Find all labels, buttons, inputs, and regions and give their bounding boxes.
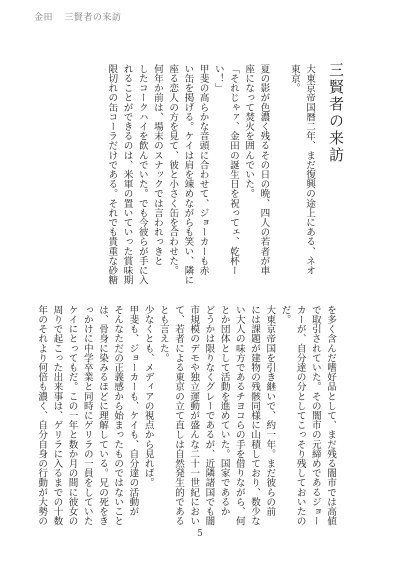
text-line: 「それじゃァ、金田の誕生日を祝ってェ、乾杯ー — [227, 64, 239, 276]
text-line: で取引されていた。その闇市の元締めであるジョー — [309, 305, 321, 526]
header-author: 金田 — [34, 13, 54, 23]
text-line: そんなただの正義感から始まったものではないこと — [112, 305, 124, 526]
text-line: い大人の味方であるチヨコらの手を借りながら、何 — [233, 305, 245, 526]
text-line: とか団体として活動を進めていた。国家であるか — [218, 305, 230, 517]
text-line: どうかは限りなくグレーであるが、近隣諸国でも闇 — [203, 305, 215, 526]
text-line: 座になって焚火を囲んでいた。 — [243, 64, 255, 199]
text-line: を多く含んだ嗜好品として、まだ残る闇市では高値 — [325, 305, 337, 526]
text-line: 少なくとも、メディアの視点から見れば。 — [142, 305, 154, 488]
text-line: て、若者による東京の立て直しは自然発生的である — [173, 305, 185, 526]
text-line: ケイにとってもだ。この一年と数か月の間に彼女の — [66, 305, 78, 526]
header-work-title: 三賢者の来訪 — [64, 13, 122, 23]
chapter-title: 三賢者の来訪 — [327, 62, 345, 164]
text-line: れることができるのは、米軍の置いていった賞味期 — [121, 64, 133, 285]
lower-text-block — [34, 305, 338, 526]
text-line: 限切れの缶コーラだけである。それでも貴重な砂糖 — [106, 64, 118, 285]
text-line: 甲斐の高らかな音頭に合わせて、ジョーカーも赤 — [197, 64, 209, 276]
text-line: い！」 — [212, 64, 224, 93]
text-line: 甲斐も、ジョーカーも、ケイも、自分達の活動が — [127, 305, 139, 517]
text-line: い缶を掲げる。ケイは肩を竦めながらも笑い、隣に — [182, 64, 194, 285]
text-line: だ。 — [279, 305, 291, 325]
text-line: 東京。 — [288, 64, 300, 93]
text-line: 年のそれより何倍も濃く、自分自身の行動が大勢の — [36, 305, 48, 526]
text-line: っかけに中学卒業と同時にゲリラの一員をしていた — [81, 305, 93, 526]
page-number: 5 — [197, 529, 203, 539]
text-line: 何年か前は、場末のスナックでは言われっきと — [151, 64, 163, 266]
text-line: とも言えた。 — [157, 305, 169, 363]
text-line: には課題が建物の残骸同様に山積しており、数少な — [249, 305, 261, 526]
text-line: 座る恋人の方を見て、彼と小さく缶を合わせた。 — [167, 64, 179, 276]
text-line: 市規模のデモや独立運動が盛んな二十一世紀におい — [188, 305, 200, 526]
text-line: 周りで起こった出来事は、ゲリラに入るまでの十数 — [51, 305, 63, 526]
text-line: したコークハイを飲んでいた。でも今彼らが手に入 — [136, 64, 148, 285]
text-line: 夏の影が色濃く残るその日の晩、四人の若者が車 — [258, 64, 270, 276]
text-line — [271, 64, 286, 285]
text-line: は、骨身に染みるほどに理解している。兄の死をき — [97, 305, 109, 526]
text-line: カーが、自分達の分としてこっそり残しておいたの — [294, 305, 306, 526]
running-header — [34, 10, 129, 23]
upper-text-block — [104, 64, 317, 285]
text-line: 大東京帝国を引き継いで、約一年。まだ彼らの前 — [264, 305, 276, 517]
text-line: 大東京帝国暦二年、まだ復興の途上にある、ネオ — [304, 64, 315, 276]
